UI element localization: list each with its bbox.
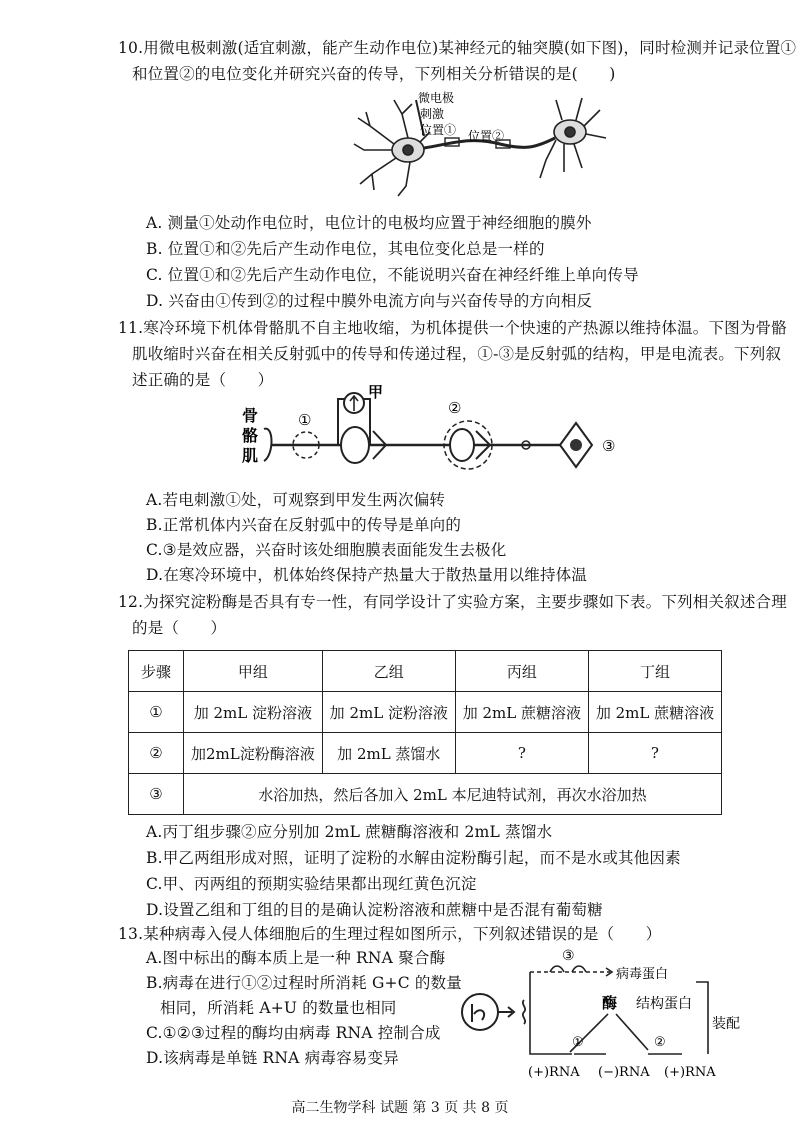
q11-stem-line1: 11.寒冷环境下机体骨骼肌不自主地收缩，为机体提供一个快速的产热源以维持体温。下图为骨骼	[118, 319, 787, 337]
table-row	[129, 774, 722, 815]
q13-option-c: C.①②③过程的酶均由病毒 RNA 控制合成	[146, 1024, 441, 1042]
neuron-body-1	[341, 427, 369, 463]
table-cell: 加 2mL 蔗糖溶液	[455, 692, 588, 733]
q12-option-c: C.甲、丙两组的预期实验结果都出现红黄色沉淀	[146, 875, 477, 893]
table-cell: 加 2mL 蒸馏水	[322, 733, 455, 774]
fig-muscle-char3: 肌	[242, 446, 259, 465]
virus-process-diagram	[450, 942, 770, 1082]
q12-option-d: D.设置乙组和丁组的目的是确认淀粉溶液和蔗糖中是否混有葡萄糖	[146, 901, 603, 919]
q13-stem: 13.某种病毒入侵人体细胞后的生理过程如图所示，下列叙述错误的是（ ）	[118, 925, 662, 943]
fig-muscle-char2: 骼	[242, 426, 259, 445]
table-row	[129, 733, 722, 774]
q12-option-b: B.甲乙两组形成对照，证明了淀粉的水解由淀粉酶引起，而不是水或其他因素	[146, 849, 681, 867]
uncoating-squiggle	[523, 1000, 525, 1024]
fig-circle3-label: ③	[562, 948, 575, 964]
receptor-nucleus	[570, 439, 582, 451]
table-header-cell: 乙组	[322, 651, 455, 692]
fig-circle3-label: ③	[602, 437, 616, 455]
fig-pos2-label: 位置②	[468, 129, 505, 143]
q11-option-c: C.③是效应器，兴奋时该处细胞膜表面能发生去极化	[146, 541, 507, 559]
left-branch	[530, 972, 572, 1054]
table-cell: ③	[129, 774, 184, 815]
q12-stem-line1: 12.为探究淀粉酶是否具有专一性，有同学设计了实验方案，主要步骤如下表。下列相关叙述合理	[118, 593, 787, 611]
table-header-cell: 丙组	[455, 651, 588, 692]
q11-stem-line2: 肌收缩时兴奋在相关反射弧中的传导和传递过程，①-③是反射弧的结构，甲是电流表。下列叙	[132, 345, 782, 363]
fig-rna3-label: (+)RNA	[664, 1065, 716, 1080]
table-cell: 水浴加热，然后各加入 2mL 本尼迪特试剂，再次水浴加热	[184, 774, 722, 815]
table-header-row	[129, 651, 722, 692]
right-neuron	[540, 98, 606, 178]
fig-rna2-label: (−)RNA	[598, 1065, 650, 1080]
table-row	[129, 692, 722, 733]
table-cell: ?	[588, 733, 721, 774]
neuron-body-2	[450, 429, 474, 461]
q10-option-b: B. 位置①和②先后产生动作电位，其电位变化总是一样的	[146, 240, 545, 258]
fig-stim-label: 刺激	[420, 107, 445, 121]
virus-particle	[462, 994, 498, 1030]
q11-option-a: A.若电刺激①处，可观察到甲发生两次偏转	[146, 491, 446, 509]
table-header-cell: 甲组	[184, 651, 323, 692]
q11-option-b: B.正常机体内兴奋在反射弧中的传导是单向的	[146, 516, 462, 534]
q10-option-a: A. 测量①处动作电位时，电位计的电极均应置于神经细胞的膜外	[146, 214, 592, 232]
q11-option-d: D.在寒冷环境中，机体始终保持产热量大于散热量用以维持体温	[146, 566, 588, 584]
q11-stem-line3: 述正确的是（ ）	[132, 371, 274, 389]
page-footer: 高二生物学科 试题 第 3 页 共 8 页	[291, 1100, 509, 1116]
table-header-cell: 丁组	[588, 651, 721, 692]
experiment-table	[128, 650, 722, 815]
table-cell: ②	[129, 733, 184, 774]
table-cell: 加 2mL 蔗糖溶液	[588, 692, 721, 733]
table-cell: ①	[129, 692, 184, 733]
q13-option-b-line1: B.病毒在进行①②过程时所消耗 G+C 的数量	[146, 974, 463, 992]
fig-pos1-label: 位置①	[420, 123, 457, 137]
fig-enzyme-label: 酶	[602, 994, 618, 1012]
q10-option-c: C. 位置①和②先后产生动作电位，不能说明兴奋在神经纤维上单向传导	[146, 266, 639, 284]
table-cell: 加2mL淀粉酶溶液	[184, 733, 323, 774]
assembly-bracket	[696, 982, 708, 1054]
fig-muscle-char1: 骨	[242, 406, 259, 425]
ribosome-shapes	[550, 966, 586, 972]
fig-structural-label: 结构蛋白	[636, 996, 692, 1012]
fig-step2-label: ②	[654, 1035, 666, 1050]
fig-assembly-label: 装配	[712, 1016, 740, 1032]
q13-option-a: A.图中标出的酶本质上是一种 RNA 聚合酶	[146, 949, 446, 967]
table-header-cell: 步骤	[129, 651, 184, 692]
q10-option-d: D. 兴奋由①传到②的过程中膜外电流方向与兴奋传导的方向相反	[146, 292, 593, 310]
enzyme-arrow-2	[616, 1014, 648, 1050]
q10-stem-line1: 10.用微电极刺激(适宜刺激，能产生动作电位)某神经元的轴突膜(如下图)，同时检测并记录位置①	[118, 39, 797, 57]
q10-stem-line2: 和位置②的电位变化并研究兴奋的传导，下列相关分析错误的是( )	[132, 65, 616, 83]
neuron-diagram	[350, 88, 610, 200]
table-cell: 加 2mL 淀粉溶液	[322, 692, 455, 733]
table-cell: 加 2mL 淀粉溶液	[184, 692, 323, 733]
muscle-shape	[264, 429, 272, 461]
fig-capsid-label: 病毒蛋白	[616, 967, 669, 982]
reflex-arc-diagram	[230, 385, 630, 485]
q12-stem-line2: 的是（ ）	[132, 619, 227, 637]
fig-jia-label: 甲	[368, 385, 384, 401]
fig-circle2-label: ②	[448, 399, 462, 417]
fig-circle1-label: ①	[298, 411, 312, 429]
q13-option-d: D.该病毒是单链 RNA 病毒容易变异	[146, 1049, 399, 1067]
fig-electrode-label: 微电极	[418, 91, 455, 105]
fig-rna1-label: (+)RNA	[528, 1065, 580, 1080]
q13-option-b-line2: 相同，所消耗 A+U 的数量也相同	[160, 999, 397, 1017]
q12-option-a: A.丙丁组步骤②应分别加 2mL 蔗糖酶溶液和 2mL 蒸馏水	[146, 823, 553, 841]
fig-step1-label: ①	[572, 1035, 584, 1050]
table-cell: ?	[455, 733, 588, 774]
